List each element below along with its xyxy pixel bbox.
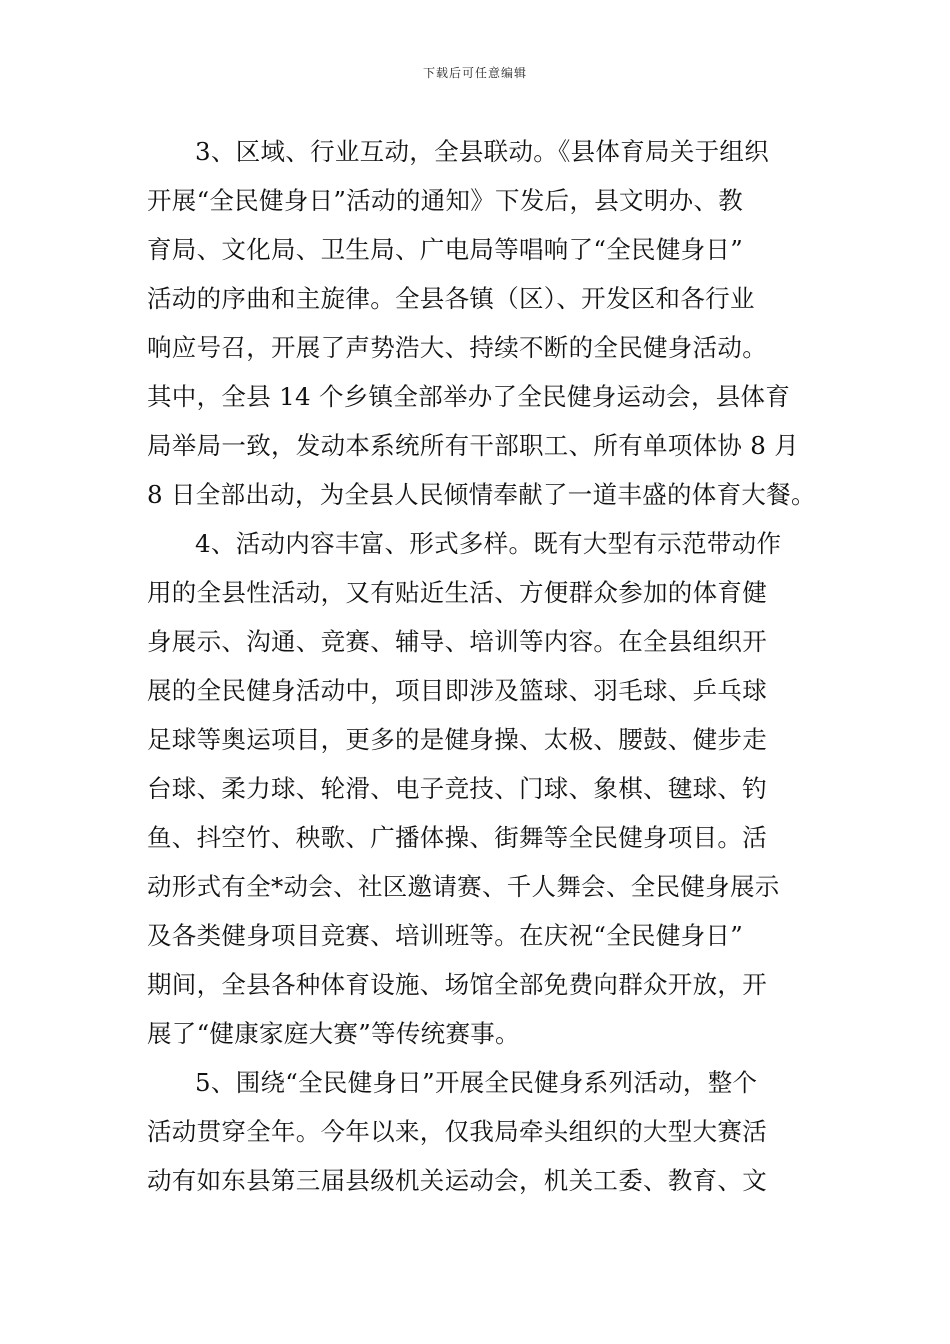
- paragraph-4: [147, 519, 807, 1058]
- text-line: 其中，全县 14 个乡镇全部举办了全民健身运动会，县体育: [147, 382, 791, 411]
- text-line: 期间，全县各种体育设施、场馆全部免费向群众开放，开: [147, 970, 767, 999]
- text-line: 开展“全民健身日”活动的通知》下发后，县文明办、教: [147, 186, 744, 215]
- text-line: 局举局一致，发动本系统所有干部职工、所有单项体协 8 月: [147, 431, 800, 460]
- document-body: [147, 127, 816, 1205]
- text-line: 5、围绕“全民健身日”开展全民健身系列活动，整个: [195, 1068, 758, 1097]
- text-line: 活动的序曲和主旋律。全县各镇（区）、开发区和各行业: [147, 284, 755, 313]
- text-line: 展的全民健身活动中，项目即涉及篮球、羽毛球、乒乓球: [147, 676, 767, 705]
- text-line: 动有如东县第三届县级机关运动会，机关工委、教育、文: [147, 1166, 767, 1195]
- text-line: 3、区域、行业互动，全县联动。《县体育局关于组织: [195, 137, 770, 166]
- text-line: 活动贯穿全年。今年以来，仅我局牵头组织的大型大赛活: [147, 1117, 767, 1146]
- text-line: 鱼、抖空竹、秧歌、广播体操、街舞等全民健身项目。活: [147, 823, 767, 852]
- text-line: 用的全县性活动，又有贴近生活、方便群众参加的体育健: [147, 578, 767, 607]
- paragraph-5: [147, 1058, 807, 1205]
- text-line: 身展示、沟通、竞赛、辅导、培训等内容。在全县组织开: [147, 627, 767, 656]
- text-line: 4、活动内容丰富、形式多样。既有大型有示范带动作: [195, 529, 782, 558]
- text-line: 展了“健康家庭大赛”等传统赛事。: [147, 1019, 520, 1048]
- text-line: 台球、柔力球、轮滑、电子竞技、门球、象棋、毽球、钓: [147, 774, 767, 803]
- page-header: 下载后可任意编辑: [422, 66, 527, 80]
- text-line: 动形式有全*动会、社区邀请赛、千人舞会、全民健身展示: [147, 872, 780, 901]
- text-line: 足球等奥运项目，更多的是健身操、太极、腰鼓、健步走: [147, 725, 767, 754]
- paragraph-3: [147, 127, 816, 519]
- text-line: 及各类健身项目竞赛、培训班等。在庆祝“全民健身日”: [147, 921, 744, 950]
- text-line: 响应号召，开展了声势浩大、持续不断的全民健身活动。: [147, 333, 767, 362]
- text-line: 育局、文化局、卫生局、广电局等唱响了“全民健身日”: [147, 235, 744, 264]
- text-line: 8 日全部出动，为全县人民倾情奉献了一道丰盛的体育大餐。: [147, 480, 816, 509]
